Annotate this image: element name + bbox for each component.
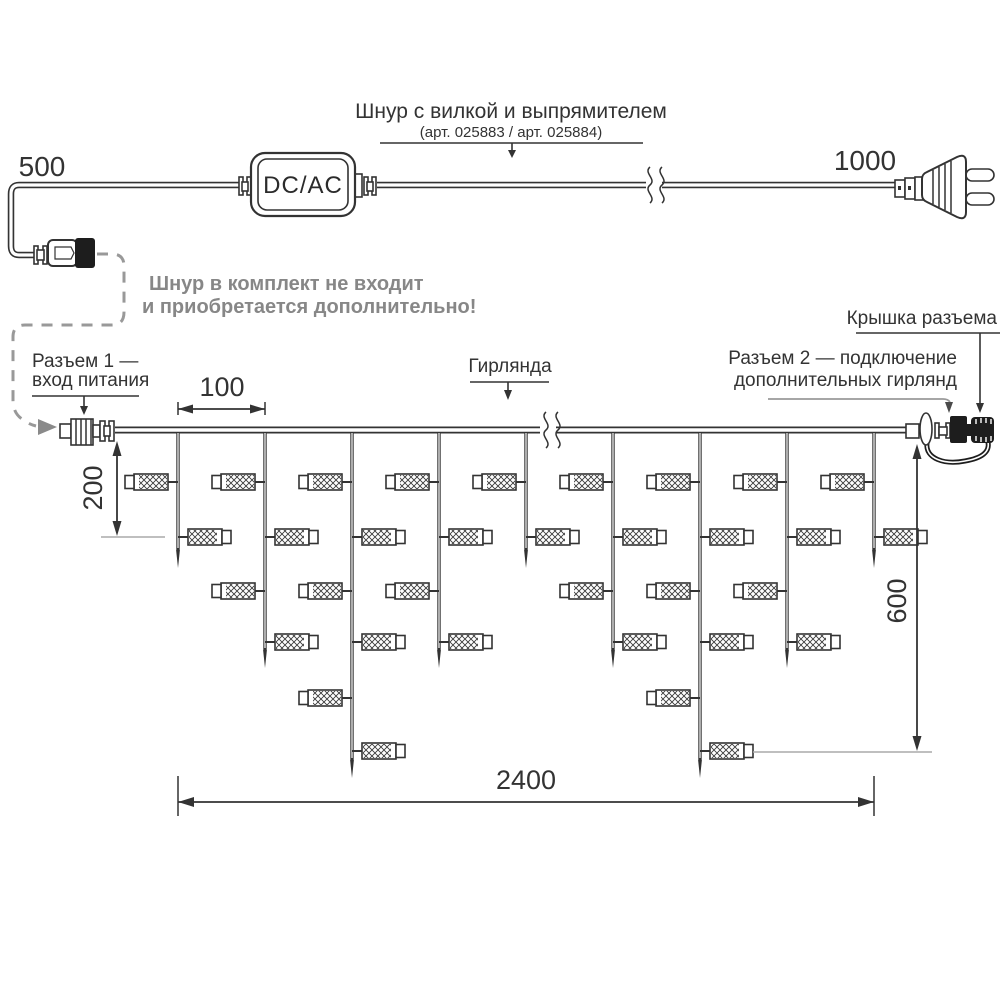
- lamp-icon: [821, 474, 874, 490]
- connector-cap-icon: [967, 417, 994, 443]
- drop-2: [212, 433, 318, 668]
- lamp-icon: [352, 743, 405, 759]
- drop-4: [386, 433, 492, 668]
- lamp-icon: [647, 474, 700, 490]
- not-included-note: [142, 273, 476, 318]
- plug-prong: [966, 193, 994, 205]
- cap-label: Крышка разъема: [846, 308, 997, 329]
- dim-left-cord: 500: [18, 151, 66, 182]
- lamp-icon: [439, 634, 492, 650]
- connector1-label-line2: вход питания: [32, 370, 150, 391]
- lamp-icon: [787, 634, 840, 650]
- lamp-icon: [352, 634, 405, 650]
- lamp-icon: [212, 474, 265, 490]
- dim-right-cord: 1000: [833, 145, 897, 176]
- connector2-label-line2: дополнительных гирлянд: [733, 370, 957, 391]
- lamp-icon: [647, 583, 700, 599]
- gray-arrow-icon: [38, 419, 57, 435]
- lamp-icon: [299, 690, 352, 706]
- dim-600-value: 600: [882, 578, 912, 624]
- converter-label: DC/AC: [263, 172, 343, 199]
- connector2-label-line1: Разъем 2 — подключение: [728, 348, 957, 369]
- cord-left: [11, 185, 239, 255]
- lamp-icon: [787, 529, 840, 545]
- lamp-icon: [613, 634, 666, 650]
- lamp-icon: [700, 529, 753, 545]
- plug-prong: [966, 169, 994, 181]
- lamp-icon: [178, 529, 231, 545]
- lamp-icon: [439, 529, 492, 545]
- connector-1-plug: [34, 238, 95, 268]
- lamp-icon: [386, 583, 439, 599]
- cord-title: Шнур с вилкой и выпрямителем: [355, 100, 667, 123]
- garland-label: Гирлянда: [468, 356, 552, 377]
- power-plug-icon: [895, 156, 994, 218]
- lamp-icon: [560, 474, 613, 490]
- drop-6: [560, 433, 666, 668]
- note-line2: и приобретается дополнительно!: [142, 296, 477, 318]
- note-line1: Шнур в комплект не входит: [149, 273, 424, 295]
- cord-break-icon: [646, 167, 664, 203]
- cord-title-callout: [355, 100, 667, 158]
- lamp-icon: [700, 634, 753, 650]
- connector1-callout: [32, 351, 149, 415]
- connector-black-cap: [75, 238, 95, 268]
- garland-break-icon: [540, 412, 560, 448]
- power-cord-assembly: [11, 100, 994, 268]
- lamp-icon: [700, 743, 753, 759]
- dc-ac-converter: [239, 153, 376, 216]
- connector-1-input: [60, 419, 114, 445]
- lamp-icon: [299, 583, 352, 599]
- dim-100-value: 100: [199, 372, 245, 402]
- lamp-icon: [874, 529, 927, 545]
- lamp-icon: [734, 474, 787, 490]
- lamp-icon: [265, 529, 318, 545]
- dimension-2400: [178, 765, 874, 816]
- lamp-icon: [299, 474, 352, 490]
- drop-5: [473, 433, 579, 568]
- lamp-icon: [647, 690, 700, 706]
- drop-1: [125, 433, 231, 568]
- connector1-label-line1: Разъем 1 —: [32, 351, 139, 372]
- lamp-icon: [212, 583, 265, 599]
- drop-8: [734, 433, 840, 668]
- lamp-icon: [265, 634, 318, 650]
- dim-200-value: 200: [78, 465, 108, 511]
- drops-layer: [125, 433, 927, 778]
- lamp-icon: [526, 529, 579, 545]
- lamp-icon: [473, 474, 526, 490]
- dim-2400-value: 2400: [495, 765, 557, 795]
- lamp-icon: [560, 583, 613, 599]
- cord-part-numbers: (арт. 025883 / арт. 025884): [419, 124, 603, 141]
- lamp-icon: [613, 529, 666, 545]
- drop-9: [821, 433, 927, 568]
- connector2-callout: [728, 348, 957, 413]
- lamp-icon: [125, 474, 178, 490]
- dashed-connection-path: [13, 254, 124, 435]
- dimension-100: [178, 372, 265, 415]
- lamp-icon: [386, 474, 439, 490]
- lamp-icon: [352, 529, 405, 545]
- garland-callout: [468, 356, 552, 400]
- lamp-icon: [734, 583, 787, 599]
